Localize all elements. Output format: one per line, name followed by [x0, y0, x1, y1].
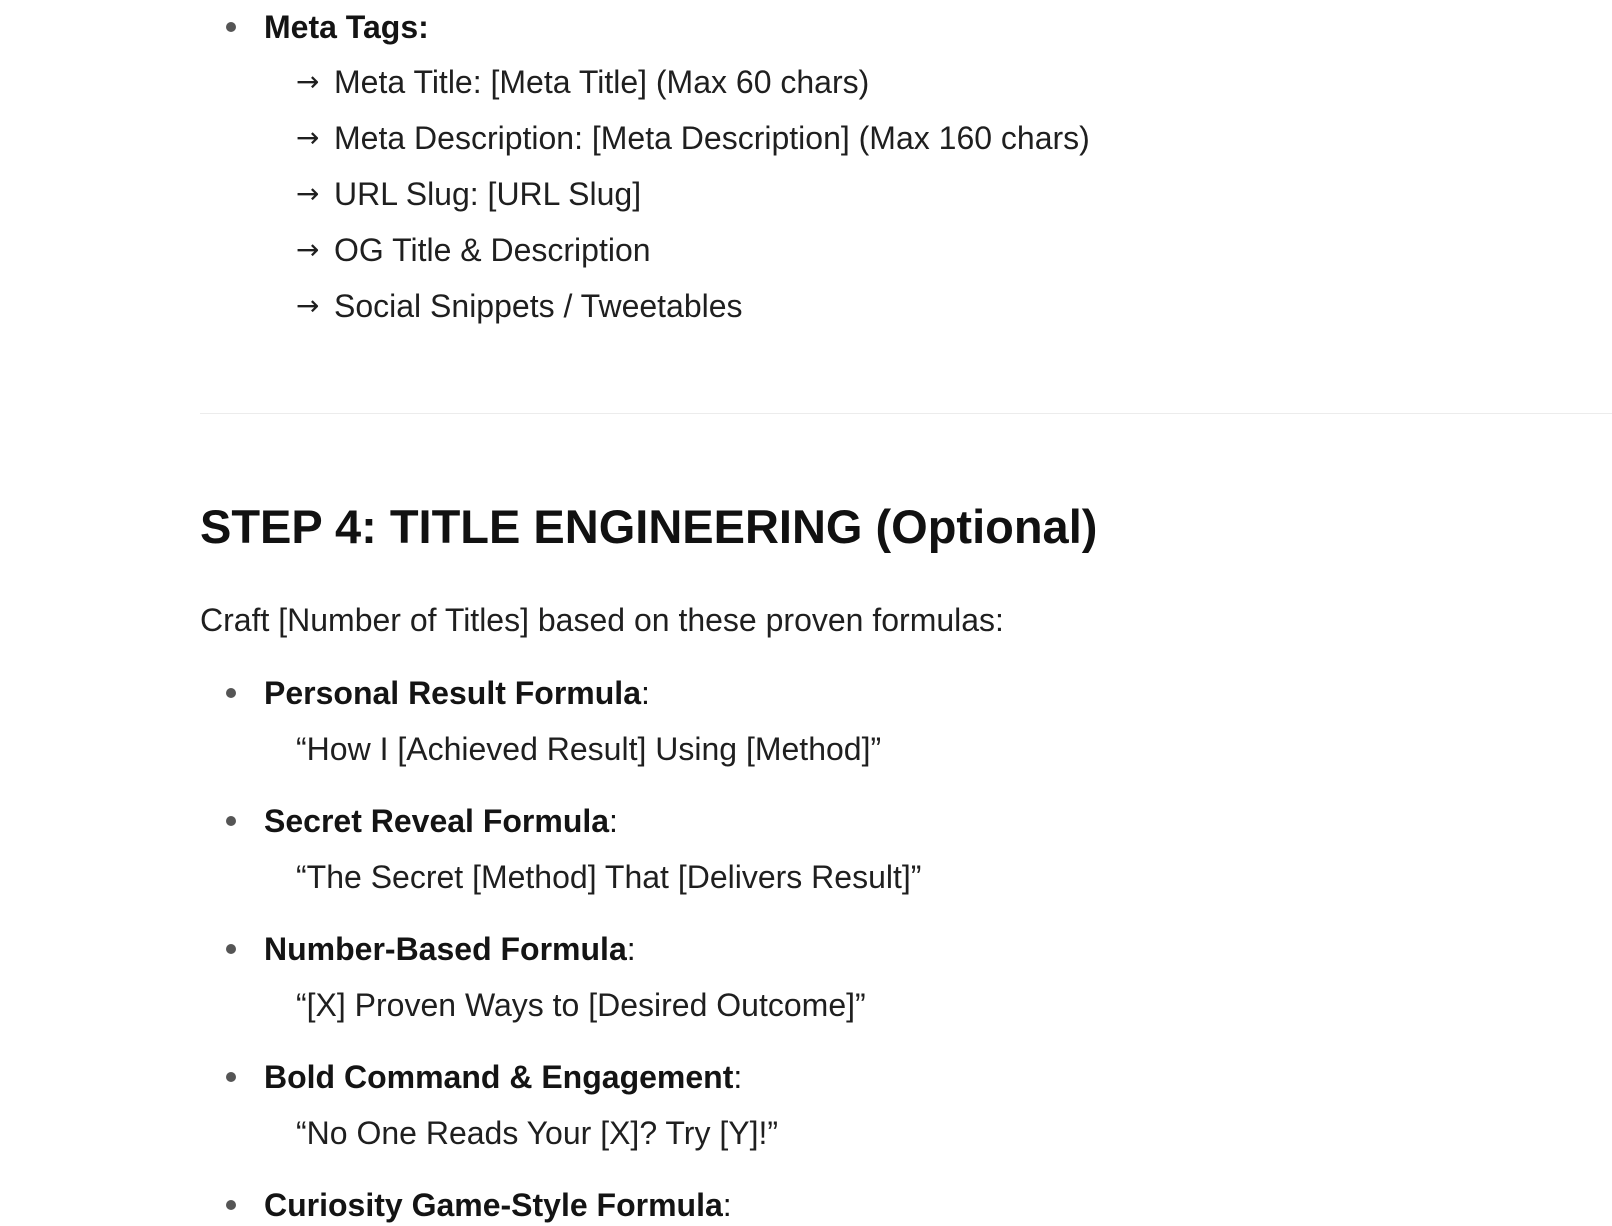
arrow-right-icon: → [296, 121, 320, 154]
meta-tag-item [296, 62, 869, 102]
list-item-formula [200, 673, 650, 713]
list-item-formula [200, 801, 618, 841]
formula-example: “No One Reads Your [X]? Try [Y]!” [296, 1115, 778, 1151]
formula-example: “The Secret [Method] That [Delivers Result]” [296, 859, 922, 895]
meta-tag-item [296, 174, 641, 214]
bullet-icon [226, 688, 236, 698]
bullet-icon [226, 1072, 236, 1082]
formula-colon: : [626, 931, 636, 967]
formula-label: Secret Reveal Formula [264, 803, 610, 839]
formula-colon: : [640, 675, 650, 711]
bullet-icon [226, 1200, 236, 1210]
meta-tag-text: Social Snippets / Tweetables [334, 288, 743, 324]
bullet-icon [226, 816, 236, 826]
meta-tag-item [296, 230, 651, 270]
formula-example: “[X] Proven Ways to [Desired Outcome]” [296, 987, 866, 1023]
meta-tag-item [296, 118, 1090, 158]
list-item-formula [200, 1057, 742, 1097]
meta-tags-label: Meta Tags: [264, 9, 429, 45]
formula-label: Bold Command & Engagement [264, 1059, 734, 1095]
arrow-right-icon: → [296, 289, 320, 322]
formula-colon: : [733, 1059, 743, 1095]
bullet-icon [226, 944, 236, 954]
meta-tag-text: URL Slug: [URL Slug] [334, 176, 642, 212]
formula-label: Curiosity Game-Style Formula [264, 1187, 723, 1223]
formula-colon: : [722, 1187, 732, 1223]
formula-label: Number-Based Formula [264, 931, 627, 967]
intro-paragraph: Craft [Number of Titles] based on these proven formulas: [200, 602, 1004, 638]
bullet-icon [226, 22, 236, 32]
formula-example: “How I [Achieved Result] Using [Method]” [296, 731, 882, 767]
arrow-right-icon: → [296, 177, 320, 210]
meta-tag-text: OG Title & Description [334, 232, 651, 268]
list-item-formula [200, 1185, 732, 1225]
list-item-formula [200, 929, 636, 969]
arrow-right-icon: → [296, 65, 320, 98]
formula-colon: : [609, 803, 618, 839]
section-divider [200, 413, 1612, 414]
arrow-right-icon: → [296, 233, 320, 266]
meta-tag-text: Meta Title: [Meta Title] (Max 60 chars) [334, 64, 870, 100]
section-heading: STEP 4: TITLE ENGINEERING (Optional) [200, 500, 1098, 553]
meta-tag-item [296, 286, 743, 326]
meta-tag-text: Meta Description: [Meta Description] (Max 160 chars) [334, 120, 1090, 156]
formula-label: Personal Result Formula [264, 675, 641, 711]
list-item-meta-tags [200, 7, 429, 47]
